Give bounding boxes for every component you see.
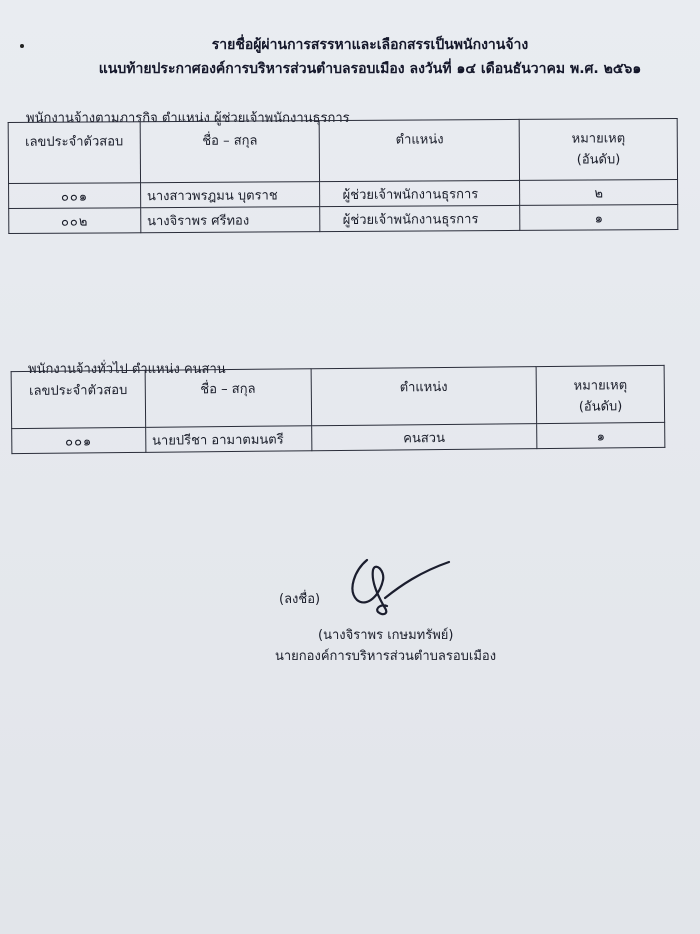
position-cell: ผู้ช่วยเจ้าพนักงานธุรการ: [320, 205, 520, 231]
column-header-name: ชื่อ – สกุล: [145, 369, 311, 428]
rank-cell: ๑: [520, 204, 678, 230]
name-cell: นางจิราพร ศรีทอง: [140, 207, 320, 233]
name-cell: นางสาวพรฎมน บุตราช: [140, 182, 320, 208]
exam-id-cell: ๐๐๒: [9, 208, 141, 234]
column-header-remark: [536, 365, 664, 423]
remark-label: หมายเหตุ: [573, 378, 628, 394]
signer-title: นายกองค์การบริหารส่วนตำบลรอบเมือง: [275, 649, 497, 664]
section1-heading: พนักงานจ้างตามภารกิจ ตำแหน่ง ผู้ช่วยเจ้าพนักงานธุรการ: [26, 111, 350, 126]
section1-table: [8, 118, 679, 234]
section2-heading: พนักงานจ้างทั่วไป ตำแหน่ง คนสาน: [28, 362, 226, 377]
remark-label: หมายเหตุ: [571, 131, 626, 147]
section2-table: [11, 365, 666, 454]
exam-id-cell: ๐๐๑: [12, 427, 146, 453]
column-header-position: ตำแหน่ง: [320, 119, 520, 181]
column-header-name: ชื่อ – สกุล: [140, 121, 320, 183]
rank-cell: ๒: [520, 179, 678, 205]
table-header-row: [8, 118, 677, 183]
table-header-row: [11, 365, 665, 428]
table-row: [9, 204, 678, 233]
table-row: [12, 422, 665, 453]
handwritten-signature: [345, 550, 455, 620]
document-title: รายชื่อผู้ผ่านการสรรหาและเลือกสรรเป็นพนักงานจ้าง: [211, 37, 529, 53]
position-cell: ผู้ช่วยเจ้าพนักงานธุรการ: [320, 180, 520, 206]
signer-name: (นางจิราพร เกษมทรัพย์): [318, 628, 454, 643]
column-header-remark: [519, 118, 677, 180]
name-cell: นายปรีชา อามาตมนตรี: [145, 426, 311, 453]
rank-label: (อันดับ): [578, 399, 623, 415]
sign-label: (ลงชื่อ): [279, 592, 321, 607]
column-header-exam-id: เลขประจำตัวสอบ: [8, 122, 140, 184]
rank-label: (อันดับ): [576, 152, 621, 168]
exam-id-cell: ๐๐๑: [9, 183, 141, 209]
document-subtitle: แนบท้ายประกาศองค์การบริหารส่วนตำบลรอบเมือง ลงวันที่ ๑๔ เดือนธันวาคม พ.ศ. ๒๕๖๑: [98, 61, 642, 77]
position-cell: คนสวน: [311, 424, 537, 451]
column-header-exam-id: เลขประจำตัวสอบ: [11, 370, 145, 428]
column-header-position: ตำแหน่ง: [311, 367, 537, 426]
rank-cell: ๑: [537, 422, 665, 448]
